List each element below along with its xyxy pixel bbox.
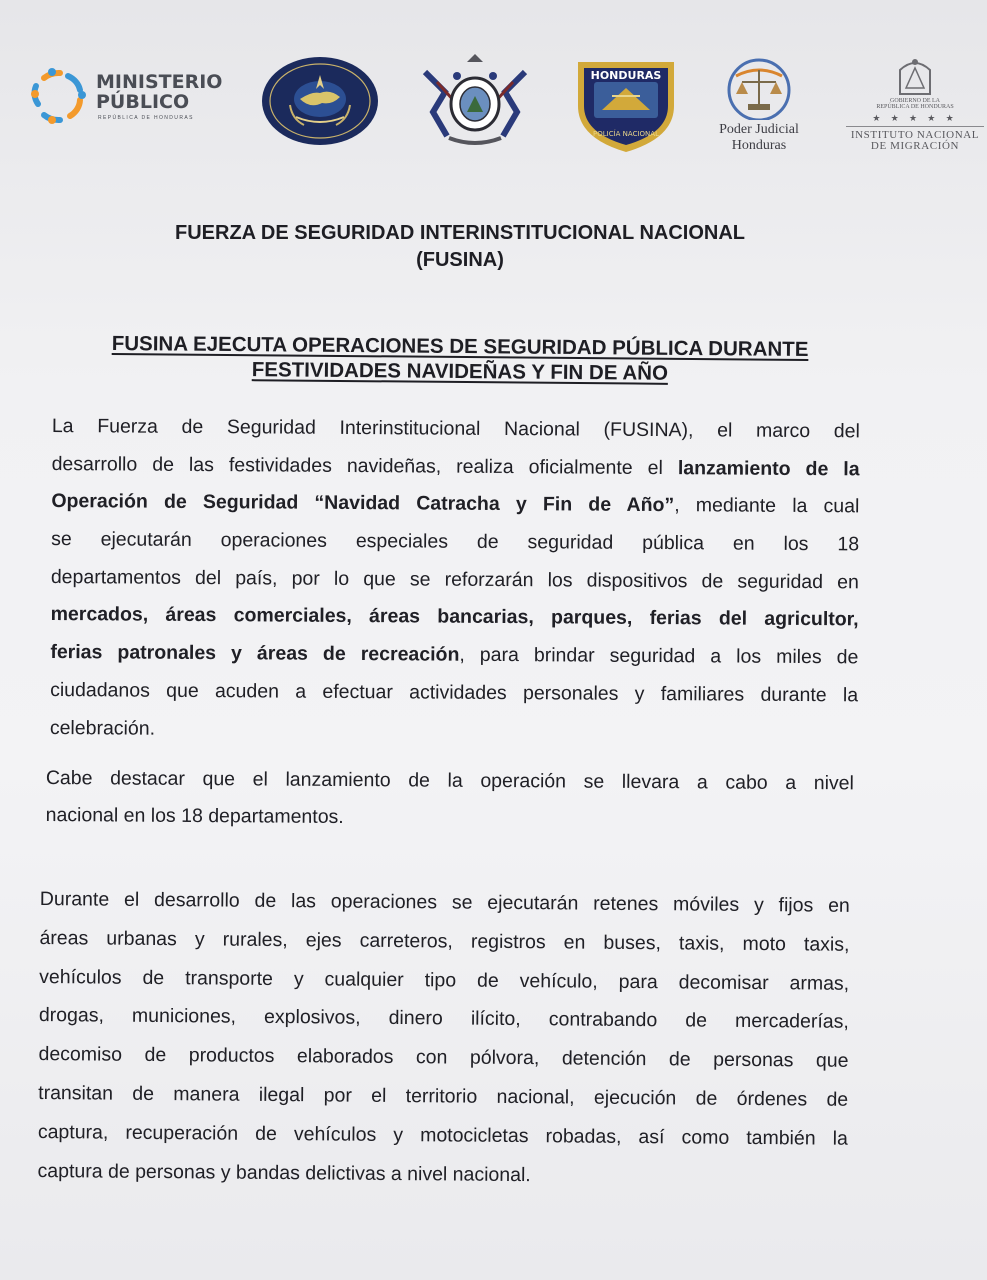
paragraph-line — [52, 446, 860, 489]
bold-span: mercados, áreas comerciales, áreas bancarias, parques, ferias del agricultor, — [50, 603, 859, 631]
paragraph-line: decomiso de productos elaborados con pólvora, detención de personas que — [38, 1043, 849, 1072]
paragraph-line: drogas, municiones, explosivos, dinero ilícito, contrabando de mercaderías, — [38, 1004, 849, 1034]
poder-judicial-logo — [696, 56, 822, 161]
ministerio-publico-subtitle: REPÚBLICA DE HONDURAS — [98, 115, 194, 121]
paragraph-line: captura, recuperación de vehículos y motocicletas robadas, así como también la — [37, 1120, 848, 1150]
migracion-logo — [842, 54, 987, 156]
migracion-name — [842, 130, 987, 152]
migracion-gov-line-2: REPÚBLICA DE HONDURAS — [876, 104, 954, 110]
paragraph-line: ciudadanos que acuden a efectuar actividades personales y familiares durante la — [50, 678, 859, 707]
organization-heading — [80, 220, 840, 274]
paragraph-line: captura de personas y bandas delictivas a nivel nacional. — [37, 1159, 531, 1186]
poder-judicial-scales-icon — [696, 56, 822, 120]
honduras-coat-of-arms-icon — [415, 52, 535, 152]
headline-line-1-text: FUSINA EJECUTA OPERACIONES DE SEGURIDAD PÚBLICA DURANTE — [111, 331, 809, 362]
publico-word: PÚBLICO — [96, 91, 190, 113]
paragraph-line: transitan de manera ilegal por el territorio nacional, ejecución de órdenes de — [38, 1081, 849, 1111]
migracion-name-line-1: INSTITUTO NACIONAL — [850, 129, 980, 141]
migracion-name-line-2: DE MIGRACIÓN — [870, 140, 960, 152]
logo-header — [20, 50, 987, 160]
paragraph-1 — [50, 408, 860, 753]
migracion-divider — [846, 126, 984, 127]
policia-top-label: HONDURAS — [590, 69, 662, 82]
ministerio-publico-icon — [26, 68, 88, 124]
migracion-gov-label — [842, 98, 987, 110]
paragraph-line: departamentos del país, por lo que se reforzarán los dispositivos de seguridad en — [50, 565, 859, 594]
text-span: desarrollo de las festividades navideñas, realiza oficialmente el — [51, 452, 678, 479]
paragraph-line: vehículos de transporte y cualquier tipo de vehículo, para decomisar armas, — [39, 965, 850, 995]
ministerio-publico-name — [96, 72, 222, 112]
paragraph-line — [51, 596, 859, 639]
paragraph-3 — [37, 880, 850, 1197]
bold-span: lanzamiento de la — [677, 456, 860, 481]
migracion-shield-icon — [842, 54, 987, 98]
bold-span: Operación de Seguridad “Navidad Catracha y Fin de Año” — [51, 490, 675, 517]
organization-acronym: (FUSINA) — [416, 249, 504, 271]
paragraph-line: Durante el desarrollo de las operaciones se ejecutarán retenes móviles y fijos en — [39, 887, 850, 917]
policia-nacional-badge — [572, 56, 680, 154]
paragraph-line: La Fuerza de Seguridad Interinstitucional Nacional (FUSINA), el marco del — [51, 414, 860, 443]
paragraph-line — [50, 634, 858, 677]
paragraph-line: se ejecutarán operaciones especiales de seguridad pública en los 18 — [51, 528, 860, 556]
paragraph-line: áreas urbanas y rurales, ejes carreteros, registros en buses, taxis, moto taxis, — [39, 926, 850, 956]
text-span: , mediante la cual — [674, 494, 860, 518]
migracion-gov-line-1: GOBIERNO DE LA — [890, 98, 940, 104]
headline-line-2-text: FESTIVIDADES NAVIDEÑAS Y FIN DE AÑO — [251, 358, 669, 385]
policia-bottom-label: POLICÍA NACIONAL — [593, 130, 659, 138]
policia-shield-icon — [572, 56, 680, 154]
bold-span: ferias patronales y áreas de recreación — [50, 641, 460, 666]
text-span: , para brindar seguridad a los miles de — [459, 643, 859, 669]
press-release-headline — [70, 331, 850, 388]
ministerio-publico-logo — [26, 68, 246, 128]
poder-judicial-line-1: Poder Judicial — [719, 122, 799, 137]
fusina-emblem-icon — [260, 55, 380, 147]
poder-judicial-name — [696, 122, 822, 154]
paragraph-line: celebración. — [49, 716, 156, 740]
poder-judicial-line-2: Honduras — [731, 138, 787, 153]
paragraph-2 — [46, 760, 854, 839]
paragraph-line: Cabe destacar que el lanzamiento de la operación se llevara a cabo a nivel — [45, 766, 854, 795]
paragraph-line — [51, 483, 859, 526]
ministerio-word: MINISTERIO — [96, 71, 223, 93]
migracion-stars: ★ ★ ★ ★ ★ — [872, 113, 958, 123]
paragraph-line: nacional en los 18 departamentos. — [45, 803, 344, 828]
organization-name: FUERZA DE SEGURIDAD INTERINSTITUCIONAL NACIONAL — [175, 222, 745, 244]
